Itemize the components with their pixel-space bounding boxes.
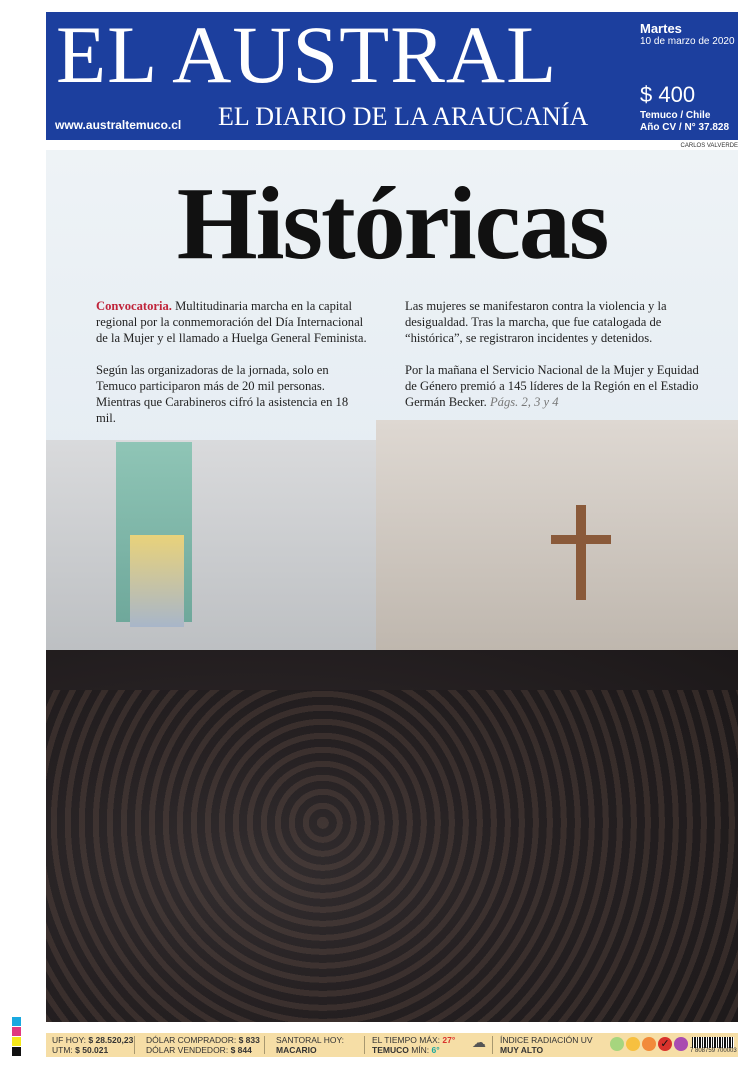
story-paragraph [405, 362, 700, 410]
uv-label: ÍNDICE RADIACIÓN UV [500, 1035, 593, 1045]
uv-level-dot [674, 1037, 688, 1051]
billboard [130, 535, 184, 627]
sell-value: $ 844 [230, 1045, 252, 1055]
divider [264, 1036, 265, 1054]
utm-label: UTM: [52, 1045, 73, 1055]
masthead-subtitle: EL DIARIO DE LA ARAUCANÍA [218, 102, 589, 131]
story-paragraph: Las mujeres se manifestaron contra la violencia y la desigualdad. Tras la marcha, que fue catalogada de “histórica”, se registraron incidentes y detenidos. [405, 299, 667, 345]
barcode-number: 7 808759 700003 [690, 1048, 737, 1054]
buy-label: DÓLAR COMPRADOR: [146, 1035, 237, 1045]
divider [134, 1036, 135, 1054]
uf-value: $ 28.520,23 [88, 1035, 134, 1045]
uv-value: MUY ALTO [500, 1045, 544, 1055]
dollar [146, 1035, 260, 1055]
max-label: MÁX: [419, 1035, 441, 1045]
utm-value: $ 50.021 [75, 1045, 109, 1055]
story-column-right [405, 298, 700, 426]
black-swatch [12, 1047, 21, 1056]
uv-level-dot [626, 1037, 640, 1051]
uv-level-dot [610, 1037, 624, 1051]
issue-day: Martes [640, 21, 682, 36]
story-column-left [96, 298, 371, 442]
uf-utm [52, 1035, 133, 1055]
headline: Históricas [176, 166, 608, 281]
max-temp: 27° [442, 1035, 456, 1045]
min-label: MÍN: [411, 1045, 430, 1055]
weather-label: EL TIEMPO [372, 1035, 417, 1045]
uv-level-dot [642, 1037, 656, 1051]
newspaper-logo: EL AUSTRAL [56, 9, 558, 100]
story-paragraph [96, 298, 371, 346]
saint-value: MACARIO [276, 1045, 317, 1055]
issue-info [640, 110, 729, 134]
location: Temuco / Chile [640, 110, 711, 121]
price: $ 400 [640, 82, 696, 107]
cover-photo [46, 150, 738, 1022]
p1: Multitudinaria marcha en la capital regional por la conmemoración del Día Internacional de la Mujer y el llamado a Huelga General Feminista. [96, 299, 367, 345]
cyan-swatch [12, 1017, 21, 1026]
buy-value: $ 833 [238, 1035, 260, 1045]
photo-credit: CARLOS VALVERDE [680, 143, 738, 149]
uf-label: UF HOY: [52, 1035, 87, 1045]
masthead [46, 9, 738, 140]
indicators-bar [46, 1033, 738, 1057]
p4: Por la mañana el Servicio Nacional de la Mujer y Equidad de Género premió a 145 líderes de la Región en el Estadio Germán Becker. [405, 363, 699, 409]
cross-icon [576, 505, 586, 600]
uv-index [500, 1035, 593, 1055]
website-link[interactable]: www.australtemuco.cl [55, 118, 182, 132]
page-reference[interactable]: Págs. 2, 3 y 4 [489, 395, 559, 409]
magenta-swatch [12, 1027, 21, 1036]
divider [492, 1036, 493, 1054]
sell-label: DÓLAR VENDEDOR: [146, 1045, 229, 1055]
barcode [692, 1037, 734, 1048]
yellow-swatch [12, 1037, 21, 1046]
issue-number: Año CV / N° 37.828 [640, 122, 730, 133]
city: TEMUCO [372, 1045, 409, 1055]
story-paragraph: Según las organizadoras de la jornada, solo en Temuco participaron más de 20 mil personas. Mientras que Carabineros cifró la asistencia en 18 mil. [96, 363, 349, 425]
cloudy-icon: ☁ [472, 1034, 486, 1050]
crowd-texture [46, 690, 738, 1022]
saint-label: SANTORAL HOY: [276, 1035, 345, 1045]
cross-bar [551, 535, 611, 544]
santoral [276, 1035, 344, 1055]
kicker: Convocatoria. [96, 299, 172, 313]
weather [372, 1035, 455, 1055]
divider [364, 1036, 365, 1054]
min-temp: 6° [431, 1045, 440, 1055]
building-left [46, 440, 386, 680]
issue-date: 10 de marzo de 2020 [640, 36, 735, 47]
uv-level-dot: ✓ [658, 1037, 672, 1051]
